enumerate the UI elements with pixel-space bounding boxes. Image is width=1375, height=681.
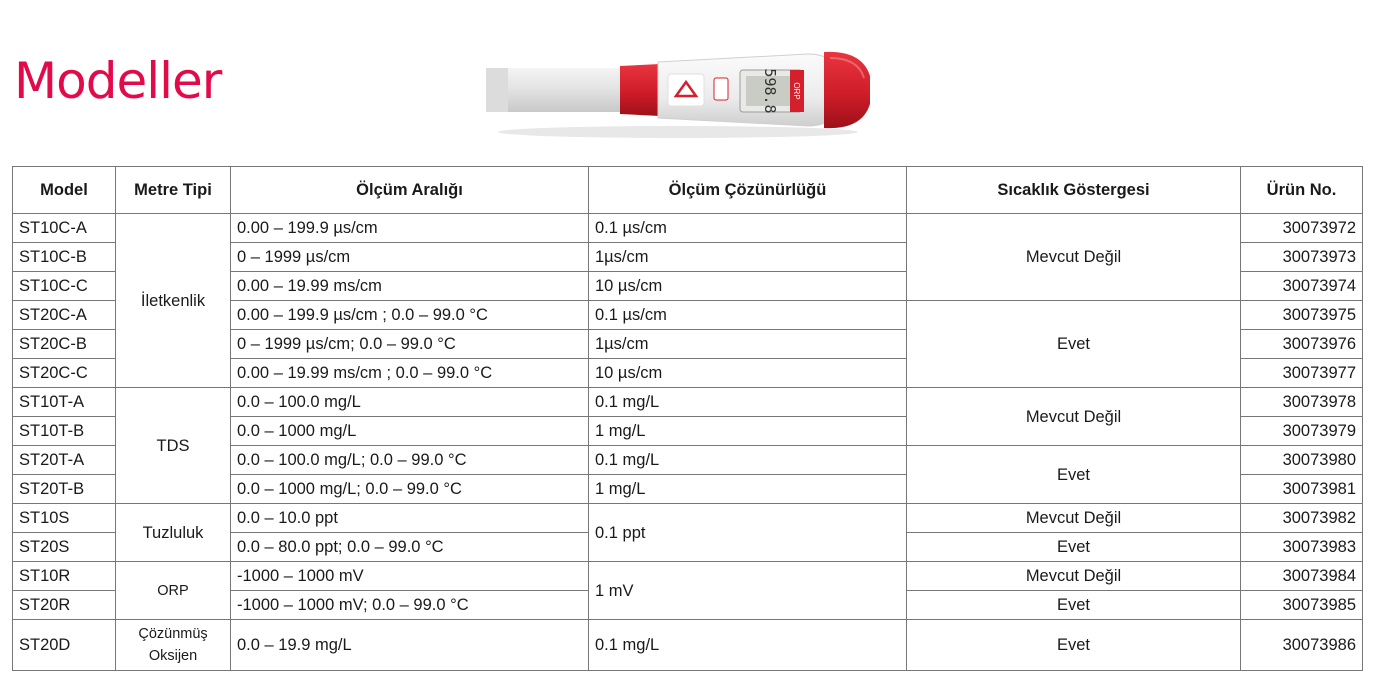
resolution-cell: 0.1 mg/L bbox=[589, 620, 907, 671]
resolution-cell: 0.1 µs/cm bbox=[589, 214, 907, 243]
model-cell: ST20C-C bbox=[13, 359, 116, 388]
range-cell: 0.00 – 19.99 ms/cm ; 0.0 – 99.0 °C bbox=[231, 359, 589, 388]
table-row bbox=[13, 388, 1363, 417]
resolution-cell: 1 mV bbox=[589, 562, 907, 620]
temp-cell: Evet bbox=[907, 446, 1241, 504]
model-cell: ST20C-B bbox=[13, 330, 116, 359]
resolution-cell: 0.1 mg/L bbox=[589, 388, 907, 417]
type-cell bbox=[116, 620, 231, 671]
model-cell: ST20T-B bbox=[13, 475, 116, 504]
range-cell: -1000 – 1000 mV bbox=[231, 562, 589, 591]
temp-cell: Mevcut Değil bbox=[907, 214, 1241, 301]
model-cell: ST20S bbox=[13, 533, 116, 562]
table-header-row bbox=[13, 167, 1363, 214]
resolution-cell: 1µs/cm bbox=[589, 243, 907, 272]
header-model: Model bbox=[13, 167, 116, 214]
range-cell: 0.0 – 19.9 mg/L bbox=[231, 620, 589, 671]
resolution-cell: 10 µs/cm bbox=[589, 272, 907, 301]
product-no-cell: 30073973 bbox=[1241, 243, 1363, 272]
model-cell: ST20D bbox=[13, 620, 116, 671]
type-cell-line1: Çözünmüş bbox=[138, 626, 208, 642]
red-collar bbox=[620, 64, 660, 116]
temp-cell: Evet bbox=[907, 591, 1241, 620]
header-range: Ölçüm Aralığı bbox=[231, 167, 589, 214]
product-image bbox=[478, 40, 878, 140]
product-no-cell: 30073978 bbox=[1241, 388, 1363, 417]
range-cell: 0.0 – 10.0 ppt bbox=[231, 504, 589, 533]
page-title: Modeller bbox=[14, 52, 222, 110]
type-cell: Tuzluluk bbox=[116, 504, 231, 562]
product-no-cell: 30073976 bbox=[1241, 330, 1363, 359]
range-cell: 0.00 – 199.9 µs/cm ; 0.0 – 99.0 °C bbox=[231, 301, 589, 330]
model-cell: ST20T-A bbox=[13, 446, 116, 475]
product-no-cell: 30073984 bbox=[1241, 562, 1363, 591]
product-no-cell: 30073979 bbox=[1241, 417, 1363, 446]
model-cell: ST20C-A bbox=[13, 301, 116, 330]
temp-cell: Evet bbox=[907, 620, 1241, 671]
product-no-cell: 30073986 bbox=[1241, 620, 1363, 671]
header-temp: Sıcaklık Göstergesi bbox=[907, 167, 1241, 214]
resolution-cell: 0.1 ppt bbox=[589, 504, 907, 562]
product-no-cell: 30073975 bbox=[1241, 301, 1363, 330]
product-no-cell: 30073985 bbox=[1241, 591, 1363, 620]
model-cell: ST10R bbox=[13, 562, 116, 591]
temp-cell: Mevcut Değil bbox=[907, 388, 1241, 446]
model-cell: ST10C-C bbox=[13, 272, 116, 301]
model-cell: ST10C-B bbox=[13, 243, 116, 272]
table-row bbox=[13, 620, 1363, 671]
resolution-cell: 10 µs/cm bbox=[589, 359, 907, 388]
range-cell: -1000 – 1000 mV; 0.0 – 99.0 °C bbox=[231, 591, 589, 620]
models-table bbox=[12, 166, 1363, 671]
header-resolution: Ölçüm Çözünürlüğü bbox=[589, 167, 907, 214]
type-cell: İletkenlik bbox=[116, 214, 231, 388]
model-cell: ST10T-A bbox=[13, 388, 116, 417]
range-cell: 0.0 – 1000 mg/L bbox=[231, 417, 589, 446]
resolution-cell: 0.1 mg/L bbox=[589, 446, 907, 475]
device-display-label: ORP bbox=[792, 82, 801, 100]
product-no-cell: 30073983 bbox=[1241, 533, 1363, 562]
model-cell: ST20R bbox=[13, 591, 116, 620]
model-cell: ST10S bbox=[13, 504, 116, 533]
resolution-cell: 1 mg/L bbox=[589, 417, 907, 446]
type-cell-line2: Oksijen bbox=[148, 648, 198, 664]
range-cell: 0 – 1999 µs/cm bbox=[231, 243, 589, 272]
resolution-cell: 1µs/cm bbox=[589, 330, 907, 359]
range-cell: 0.0 – 80.0 ppt; 0.0 – 99.0 °C bbox=[231, 533, 589, 562]
type-cell: TDS bbox=[116, 388, 231, 504]
range-cell: 0.0 – 100.0 mg/L; 0.0 – 99.0 °C bbox=[231, 446, 589, 475]
red-cap bbox=[824, 52, 870, 128]
range-cell: 0.0 – 1000 mg/L; 0.0 – 99.0 °C bbox=[231, 475, 589, 504]
device-display-value: 598.8 bbox=[761, 68, 779, 114]
range-cell: 0 – 1999 µs/cm; 0.0 – 99.0 °C bbox=[231, 330, 589, 359]
temp-cell: Evet bbox=[907, 301, 1241, 388]
temp-cell: Evet bbox=[907, 533, 1241, 562]
table-row bbox=[13, 504, 1363, 533]
resolution-cell: 1 mg/L bbox=[589, 475, 907, 504]
range-cell: 0.0 – 100.0 mg/L bbox=[231, 388, 589, 417]
temp-cell: Mevcut Değil bbox=[907, 504, 1241, 533]
model-cell: ST10T-B bbox=[13, 417, 116, 446]
temp-cell: Mevcut Değil bbox=[907, 562, 1241, 591]
table-row bbox=[13, 214, 1363, 243]
range-cell: 0.00 – 199.9 µs/cm bbox=[231, 214, 589, 243]
product-no-cell: 30073977 bbox=[1241, 359, 1363, 388]
header-product-no: Ürün No. bbox=[1241, 167, 1363, 214]
range-cell: 0.00 – 19.99 ms/cm bbox=[231, 272, 589, 301]
product-no-cell: 30073981 bbox=[1241, 475, 1363, 504]
product-no-cell: 30073972 bbox=[1241, 214, 1363, 243]
type-cell: ORP bbox=[116, 562, 231, 620]
product-no-cell: 30073982 bbox=[1241, 504, 1363, 533]
resolution-cell: 0.1 µs/cm bbox=[589, 301, 907, 330]
product-no-cell: 30073974 bbox=[1241, 272, 1363, 301]
product-no-cell: 30073980 bbox=[1241, 446, 1363, 475]
header-type: Metre Tipi bbox=[116, 167, 231, 214]
model-cell: ST10C-A bbox=[13, 214, 116, 243]
table-row bbox=[13, 562, 1363, 591]
